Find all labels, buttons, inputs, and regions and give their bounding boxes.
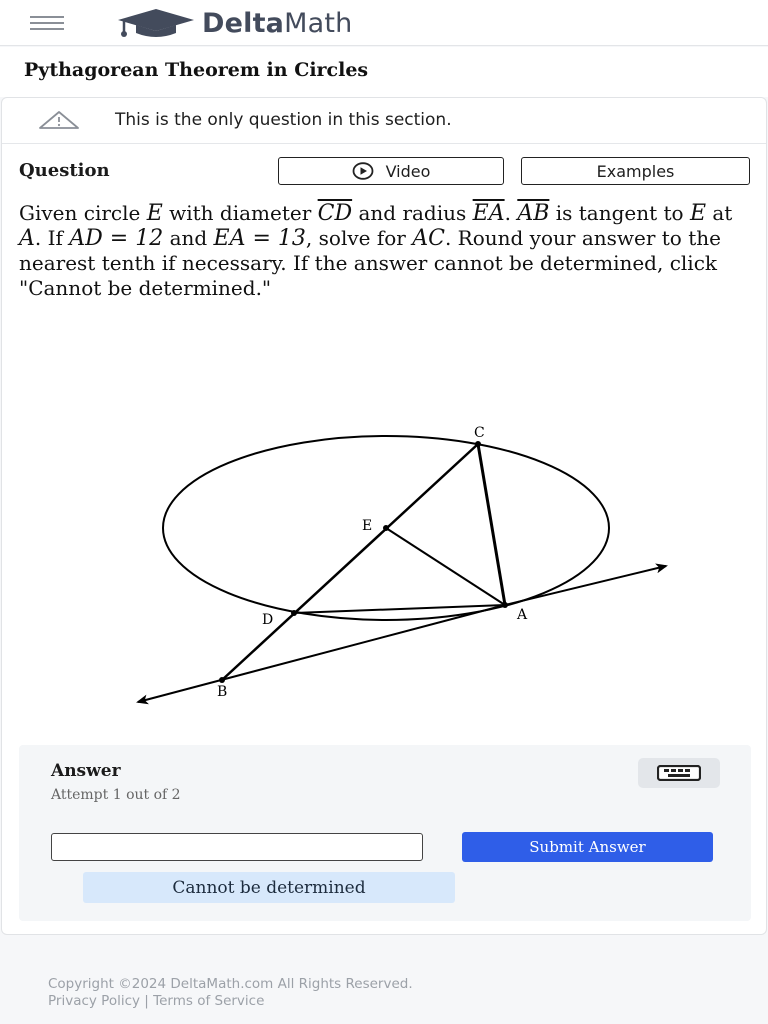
label-a: A — [517, 607, 528, 623]
terms-of-service-link[interactable]: Terms of Service — [153, 993, 265, 1009]
video-button[interactable] — [278, 157, 504, 185]
footer — [48, 976, 413, 1010]
point-c — [475, 441, 481, 447]
submit-answer-button[interactable]: Submit Answer — [462, 832, 713, 862]
segment-ea — [386, 528, 505, 605]
point-e — [383, 525, 389, 531]
examples-button[interactable]: Examples — [521, 157, 750, 185]
hamburger-menu-icon[interactable] — [30, 15, 64, 31]
attempt-counter: Attempt 1 out of 2 — [51, 787, 181, 803]
geometry-diagram — [122, 418, 682, 718]
top-navigation-bar — [0, 0, 768, 46]
label-b: B — [217, 684, 228, 700]
copyright-text: Copyright ©2024 DeltaMath.com All Rights Reserved. — [48, 976, 413, 992]
notice-text: This is the only question in this section. — [115, 110, 452, 130]
point-a — [502, 602, 508, 608]
keyboard-icon — [657, 765, 701, 781]
keyboard-toggle-button[interactable] — [638, 758, 720, 788]
title-bar — [0, 47, 768, 97]
label-d: D — [262, 612, 274, 628]
deltamath-logo[interactable] — [118, 6, 352, 40]
answer-panel — [19, 745, 751, 921]
point-d — [291, 610, 297, 616]
footer-links — [48, 993, 413, 1010]
play-circle-icon — [352, 162, 374, 180]
point-b — [219, 677, 225, 683]
answer-title: Answer — [51, 761, 121, 781]
video-button-label: Video — [385, 161, 431, 181]
segment-ac — [478, 444, 505, 605]
logo-wordmark: DeltaMath — [202, 7, 353, 39]
answer-input[interactable] — [51, 833, 423, 861]
problem-statement: Given circle E with diameter $\overline{CD}$ and radius $\overline{EA}$. $\overline{AB}$ is tangent to E at A. If AD = 12 and EA = 13, solve for AC. Round your answer to the nearest tenth if necessary. If the answer cannot be determined, click "Cannot be determined." — [19, 201, 733, 300]
label-c: C — [474, 425, 485, 441]
page-title: Pythagorean Theorem in Circles — [24, 59, 369, 81]
question-label: Question — [19, 160, 110, 181]
footer-separator: | — [140, 993, 154, 1009]
warning-triangle-icon — [38, 110, 80, 130]
graduation-cap-icon — [118, 7, 194, 39]
cannot-be-determined-button[interactable]: Cannot be determined — [83, 872, 455, 903]
tangent-line — [138, 605, 505, 702]
privacy-policy-link[interactable]: Privacy Policy — [48, 993, 141, 1009]
question-card — [1, 97, 767, 935]
tangent-line-extension — [505, 566, 666, 605]
label-e: E — [362, 518, 373, 534]
section-notice — [2, 98, 766, 144]
